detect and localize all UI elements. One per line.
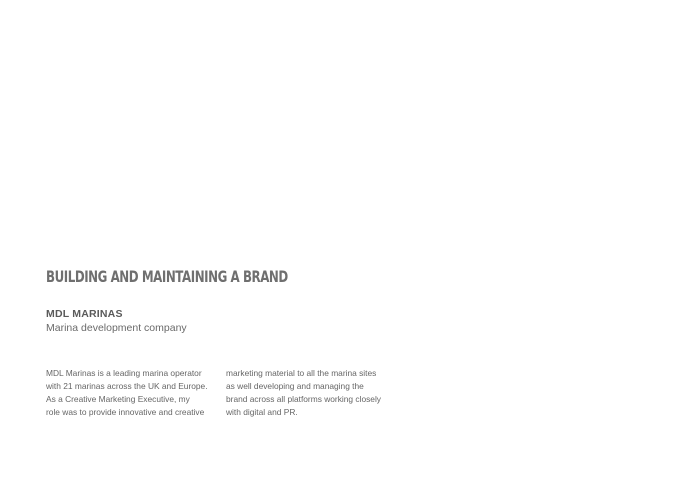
client-name: MDL MARINAS	[46, 308, 123, 320]
body-text-column-left	[46, 367, 216, 419]
body-line: with 21 marinas across the UK and Europe.	[46, 381, 208, 391]
body-line: brand across all platforms working closely	[226, 394, 381, 404]
body-line: with digital and PR.	[226, 407, 298, 417]
body-line: role was to provide innovative and creative	[46, 407, 205, 417]
body-line: marketing material to all the marina sites	[226, 368, 377, 378]
body-line: as well developing and managing the	[226, 381, 364, 391]
page-headline: BUILDING AND MAINTAINING A BRAND	[46, 267, 288, 286]
client-description: Marina development company	[46, 322, 187, 334]
body-line: As a Creative Marketing Executive, my	[46, 394, 190, 404]
body-text-column-right	[226, 367, 396, 419]
body-line: MDL Marinas is a leading marina operator	[46, 368, 202, 378]
